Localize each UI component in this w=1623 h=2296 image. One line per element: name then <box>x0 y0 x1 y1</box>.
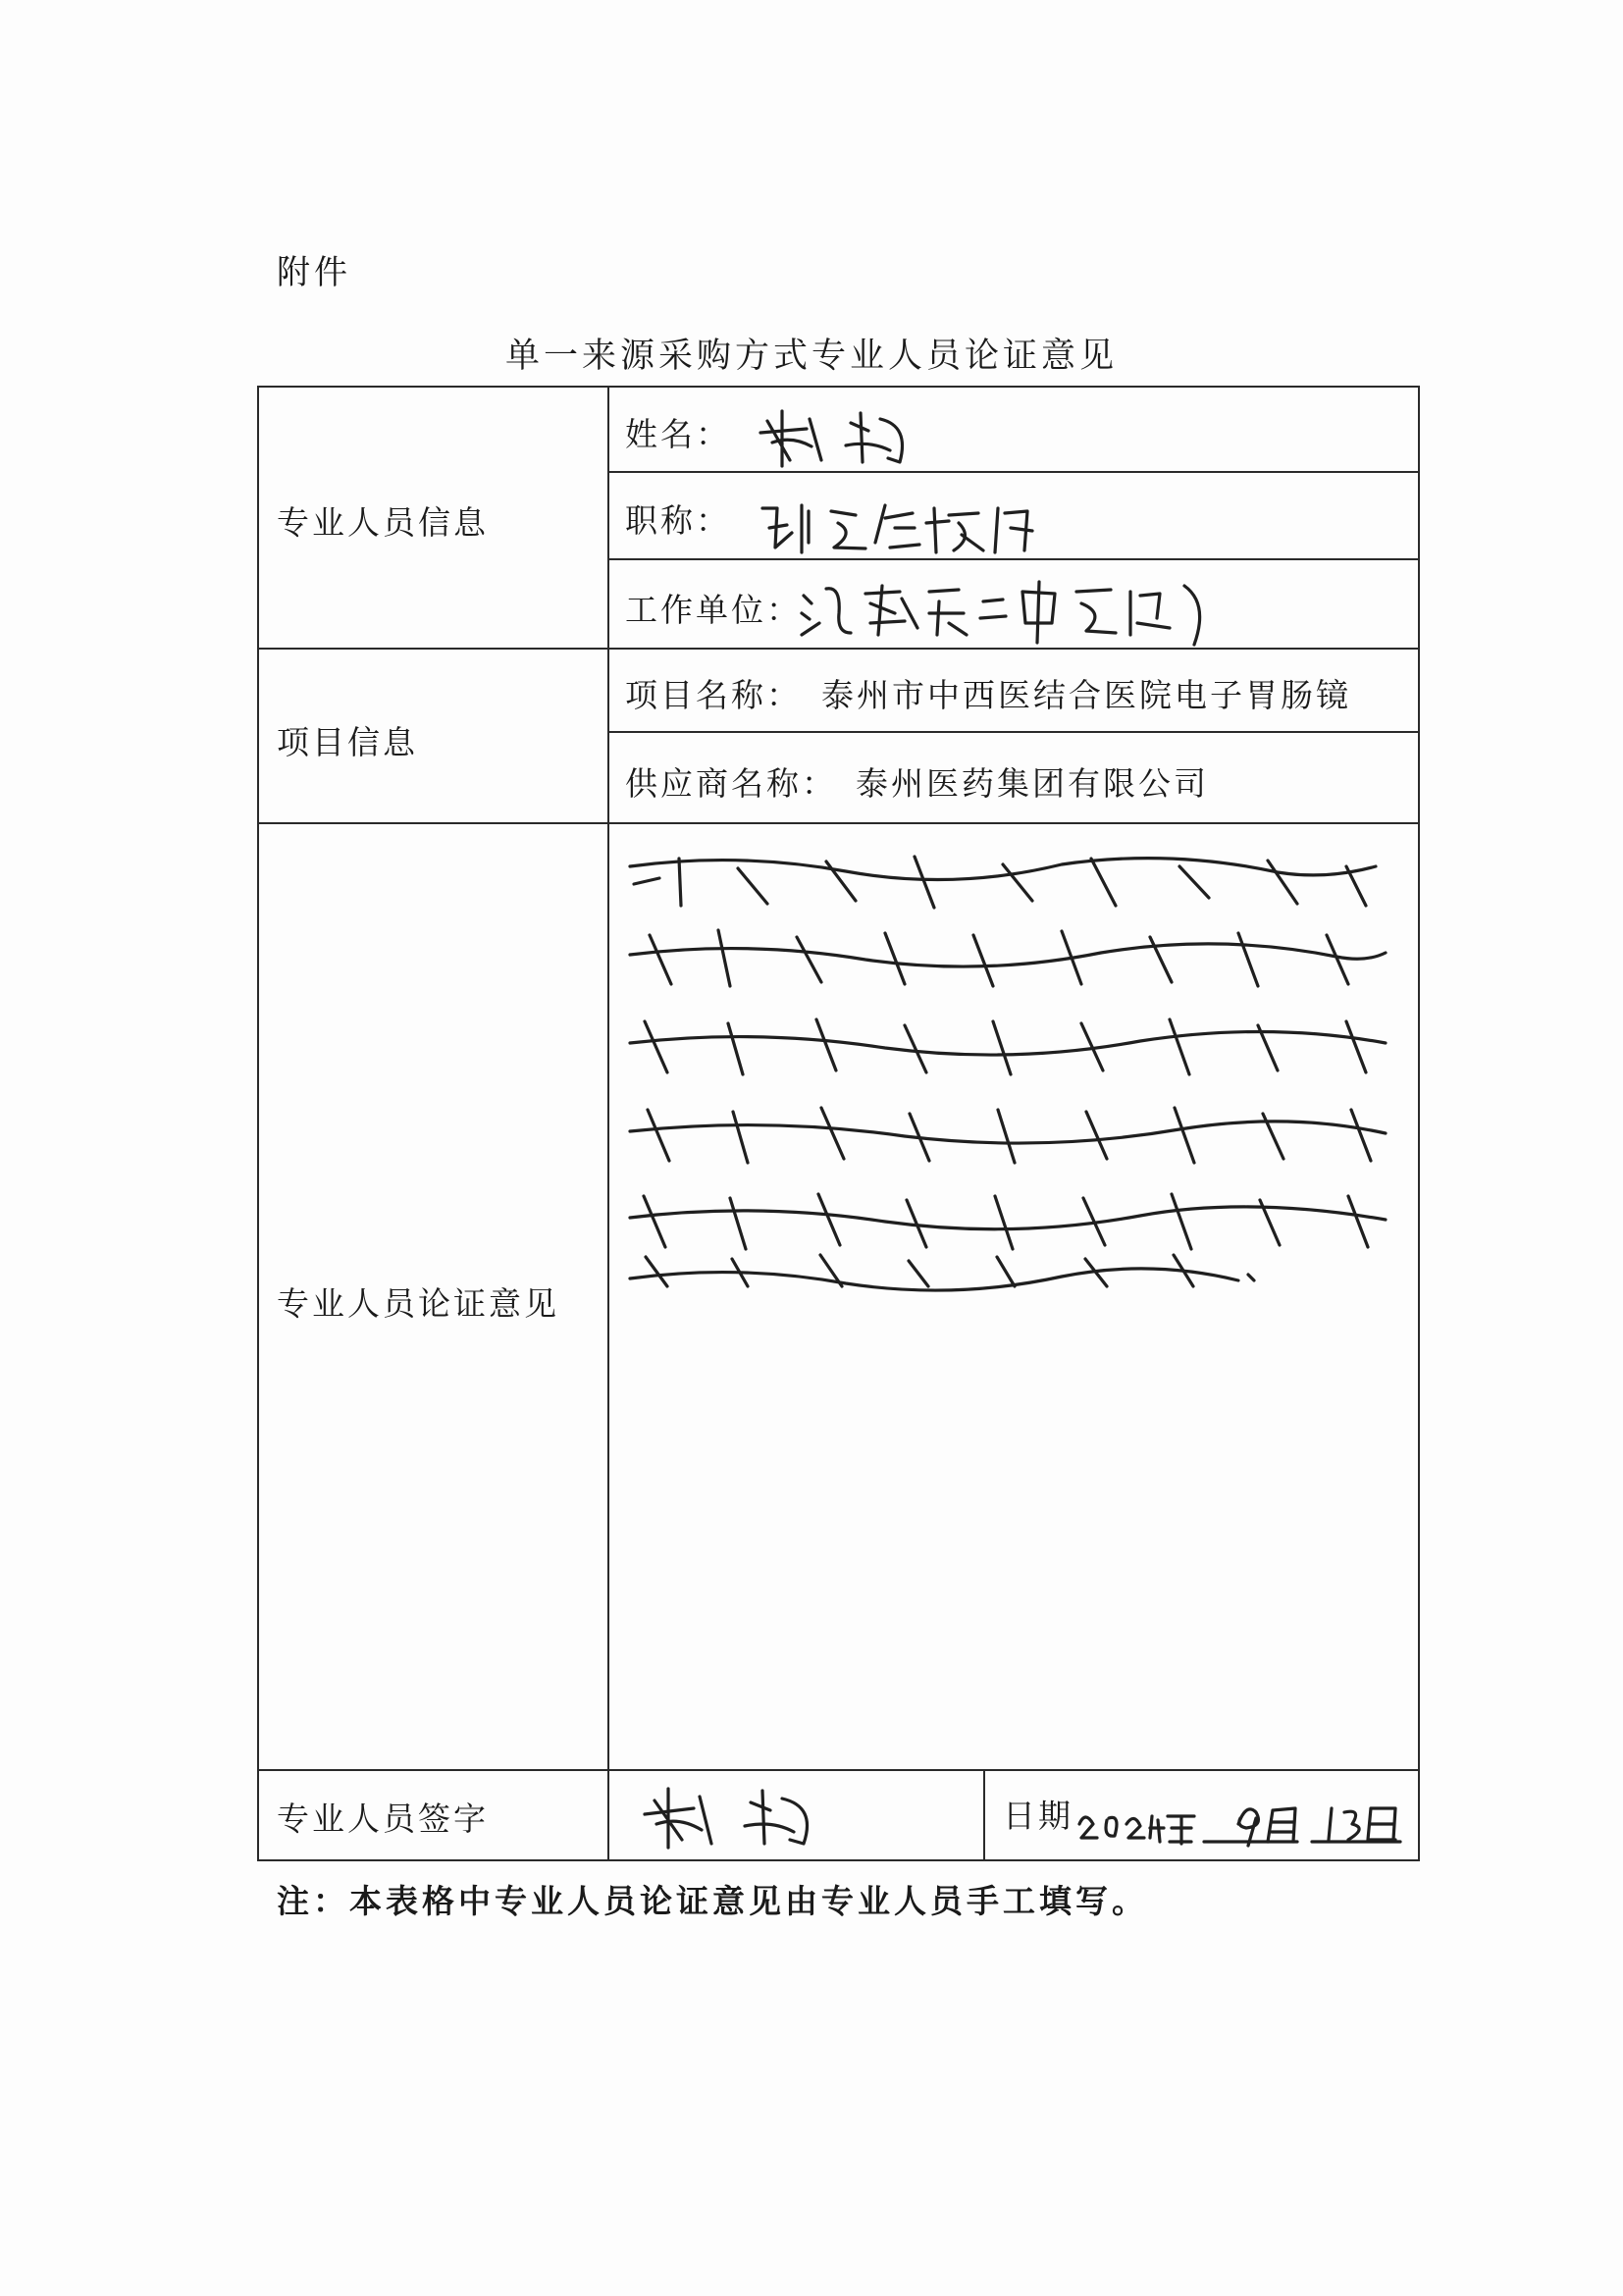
personnel-info-label: 专业人员信息 <box>277 503 489 542</box>
column-divider <box>607 386 609 1861</box>
project-name-label: 项目名称： <box>625 676 802 714</box>
section-divider <box>257 822 1420 824</box>
date-label: 日期 <box>1003 1797 1073 1835</box>
opinion-label: 专业人员论证意见 <box>277 1284 559 1323</box>
table-border-top <box>257 386 1420 388</box>
project-info-label: 项目信息 <box>277 723 418 761</box>
table-border-bottom <box>257 1859 1420 1861</box>
handwritten-signature <box>635 1777 861 1855</box>
title-label: 职称： <box>625 501 731 540</box>
table-border-left <box>257 386 259 1861</box>
table-border-right <box>1418 386 1420 1861</box>
signature-label: 专业人员签字 <box>277 1800 489 1838</box>
handwritten-name <box>753 401 929 475</box>
name-label: 姓名： <box>625 415 731 453</box>
row-divider <box>607 471 1420 473</box>
project-name-value: 泰州市中西医结合医院电子胃肠镜 <box>821 676 1351 714</box>
document-title: 单一来源采购方式专业人员论证意见 <box>504 337 1118 376</box>
workplace-label: 工作单位： <box>625 591 802 629</box>
supplier-name-label: 供应商名称： <box>625 764 837 803</box>
handwritten-opinion <box>620 847 1405 1288</box>
row-divider <box>607 731 1420 733</box>
handwritten-title <box>748 494 1032 562</box>
opinion-form-table <box>257 386 1420 1861</box>
supplier-name-value: 泰州医药集团有限公司 <box>856 764 1209 803</box>
footnote: 注：本表格中专业人员论证意见由专业人员手工填写。 <box>277 1882 1148 1920</box>
handwritten-date <box>1072 1777 1415 1855</box>
date-column-divider <box>983 1769 985 1861</box>
attachment-label: 附件 <box>277 253 351 292</box>
handwritten-workplace <box>792 574 1224 652</box>
section-divider <box>257 1769 1420 1771</box>
